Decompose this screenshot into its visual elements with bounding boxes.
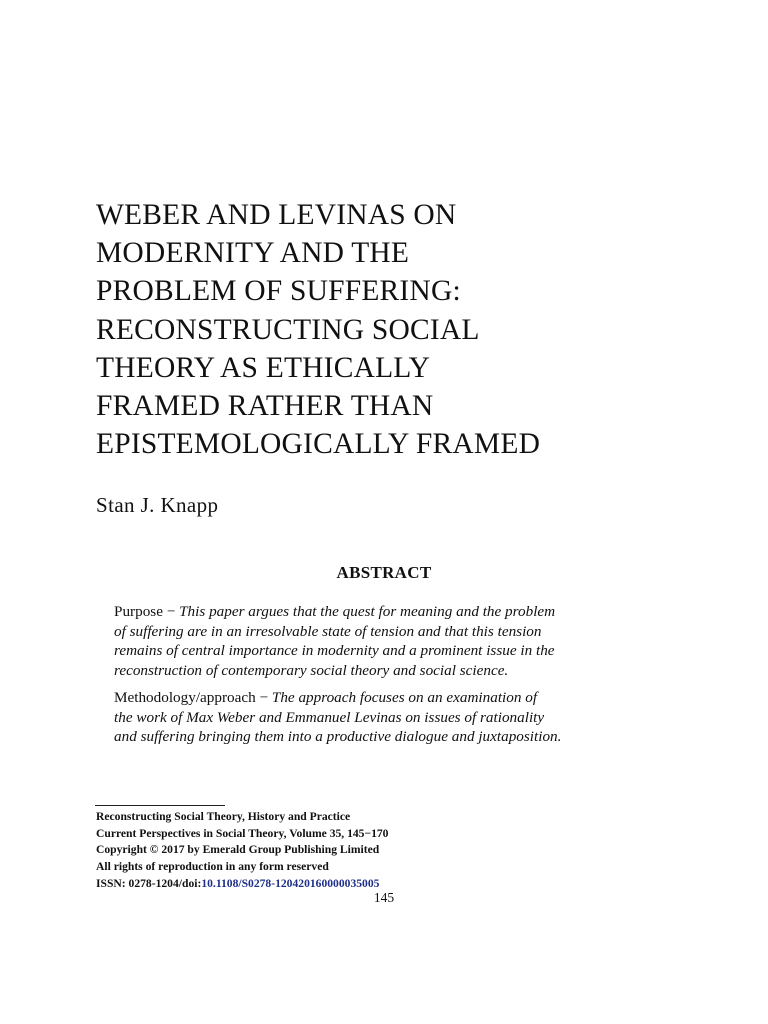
abstract-heading: ABSTRACT: [336, 563, 432, 582]
title-line: MODERNITY AND THE: [96, 237, 410, 270]
methodology-text-line: the work of Max Weber and Emmanuel Levinas on issues of rationality: [114, 708, 545, 726]
methodology-text-line: and suffering bringing them into a productive dialogue and juxtaposition.: [114, 728, 562, 746]
journal-info: Current Perspectives in Social Theory, Volume 35, 145−170: [96, 826, 389, 840]
abstract-line: [114, 602, 659, 622]
purpose-text-line: remains of central importance in modernity and a prominent issue in the: [114, 642, 555, 660]
copyright-notice: Copyright © 2017 by Emerald Group Publishing Limited: [96, 843, 380, 857]
rights-notice: All rights of reproduction in any form reserved: [96, 860, 329, 874]
title-line: RECONSTRUCTING SOCIAL: [96, 313, 480, 346]
series-title: Reconstructing Social Theory, History and Practice: [96, 810, 351, 823]
abstract-line: [114, 688, 659, 708]
footnote-divider: [95, 805, 225, 806]
author-name: Stan J. Knapp: [96, 493, 219, 517]
title-line: EPISTEMOLOGICALLY FRAMED: [96, 428, 541, 461]
article-title: [96, 196, 696, 463]
methodology-text-line: The approach focuses on an examination of: [271, 689, 538, 706]
title-line: FRAMED RATHER THAN: [96, 390, 434, 423]
purpose-label: Purpose −: [114, 603, 180, 620]
publication-footnote: [96, 809, 388, 893]
title-line: THEORY AS ETHICALLY: [96, 351, 431, 384]
doi-link[interactable]: 10.1108/S0278-120420160000035005: [201, 876, 380, 890]
methodology-label: Methodology/approach −: [114, 689, 272, 706]
page-number: 145: [373, 890, 395, 905]
issn-prefix: ISSN: 0278-1204/doi:: [96, 876, 202, 890]
title-line: WEBER AND LEVINAS ON: [96, 199, 457, 231]
title-line: PROBLEM OF SUFFERING:: [96, 275, 461, 308]
abstract-purpose: [114, 602, 659, 680]
purpose-text-line: reconstruction of contemporary social theory and social science.: [114, 661, 509, 679]
abstract-methodology: [114, 688, 659, 747]
purpose-text-line: This paper argues that the quest for meaning and the problem: [179, 603, 556, 620]
purpose-text-line: of suffering are in an irresolvable state of tension and that this tension: [114, 622, 542, 640]
